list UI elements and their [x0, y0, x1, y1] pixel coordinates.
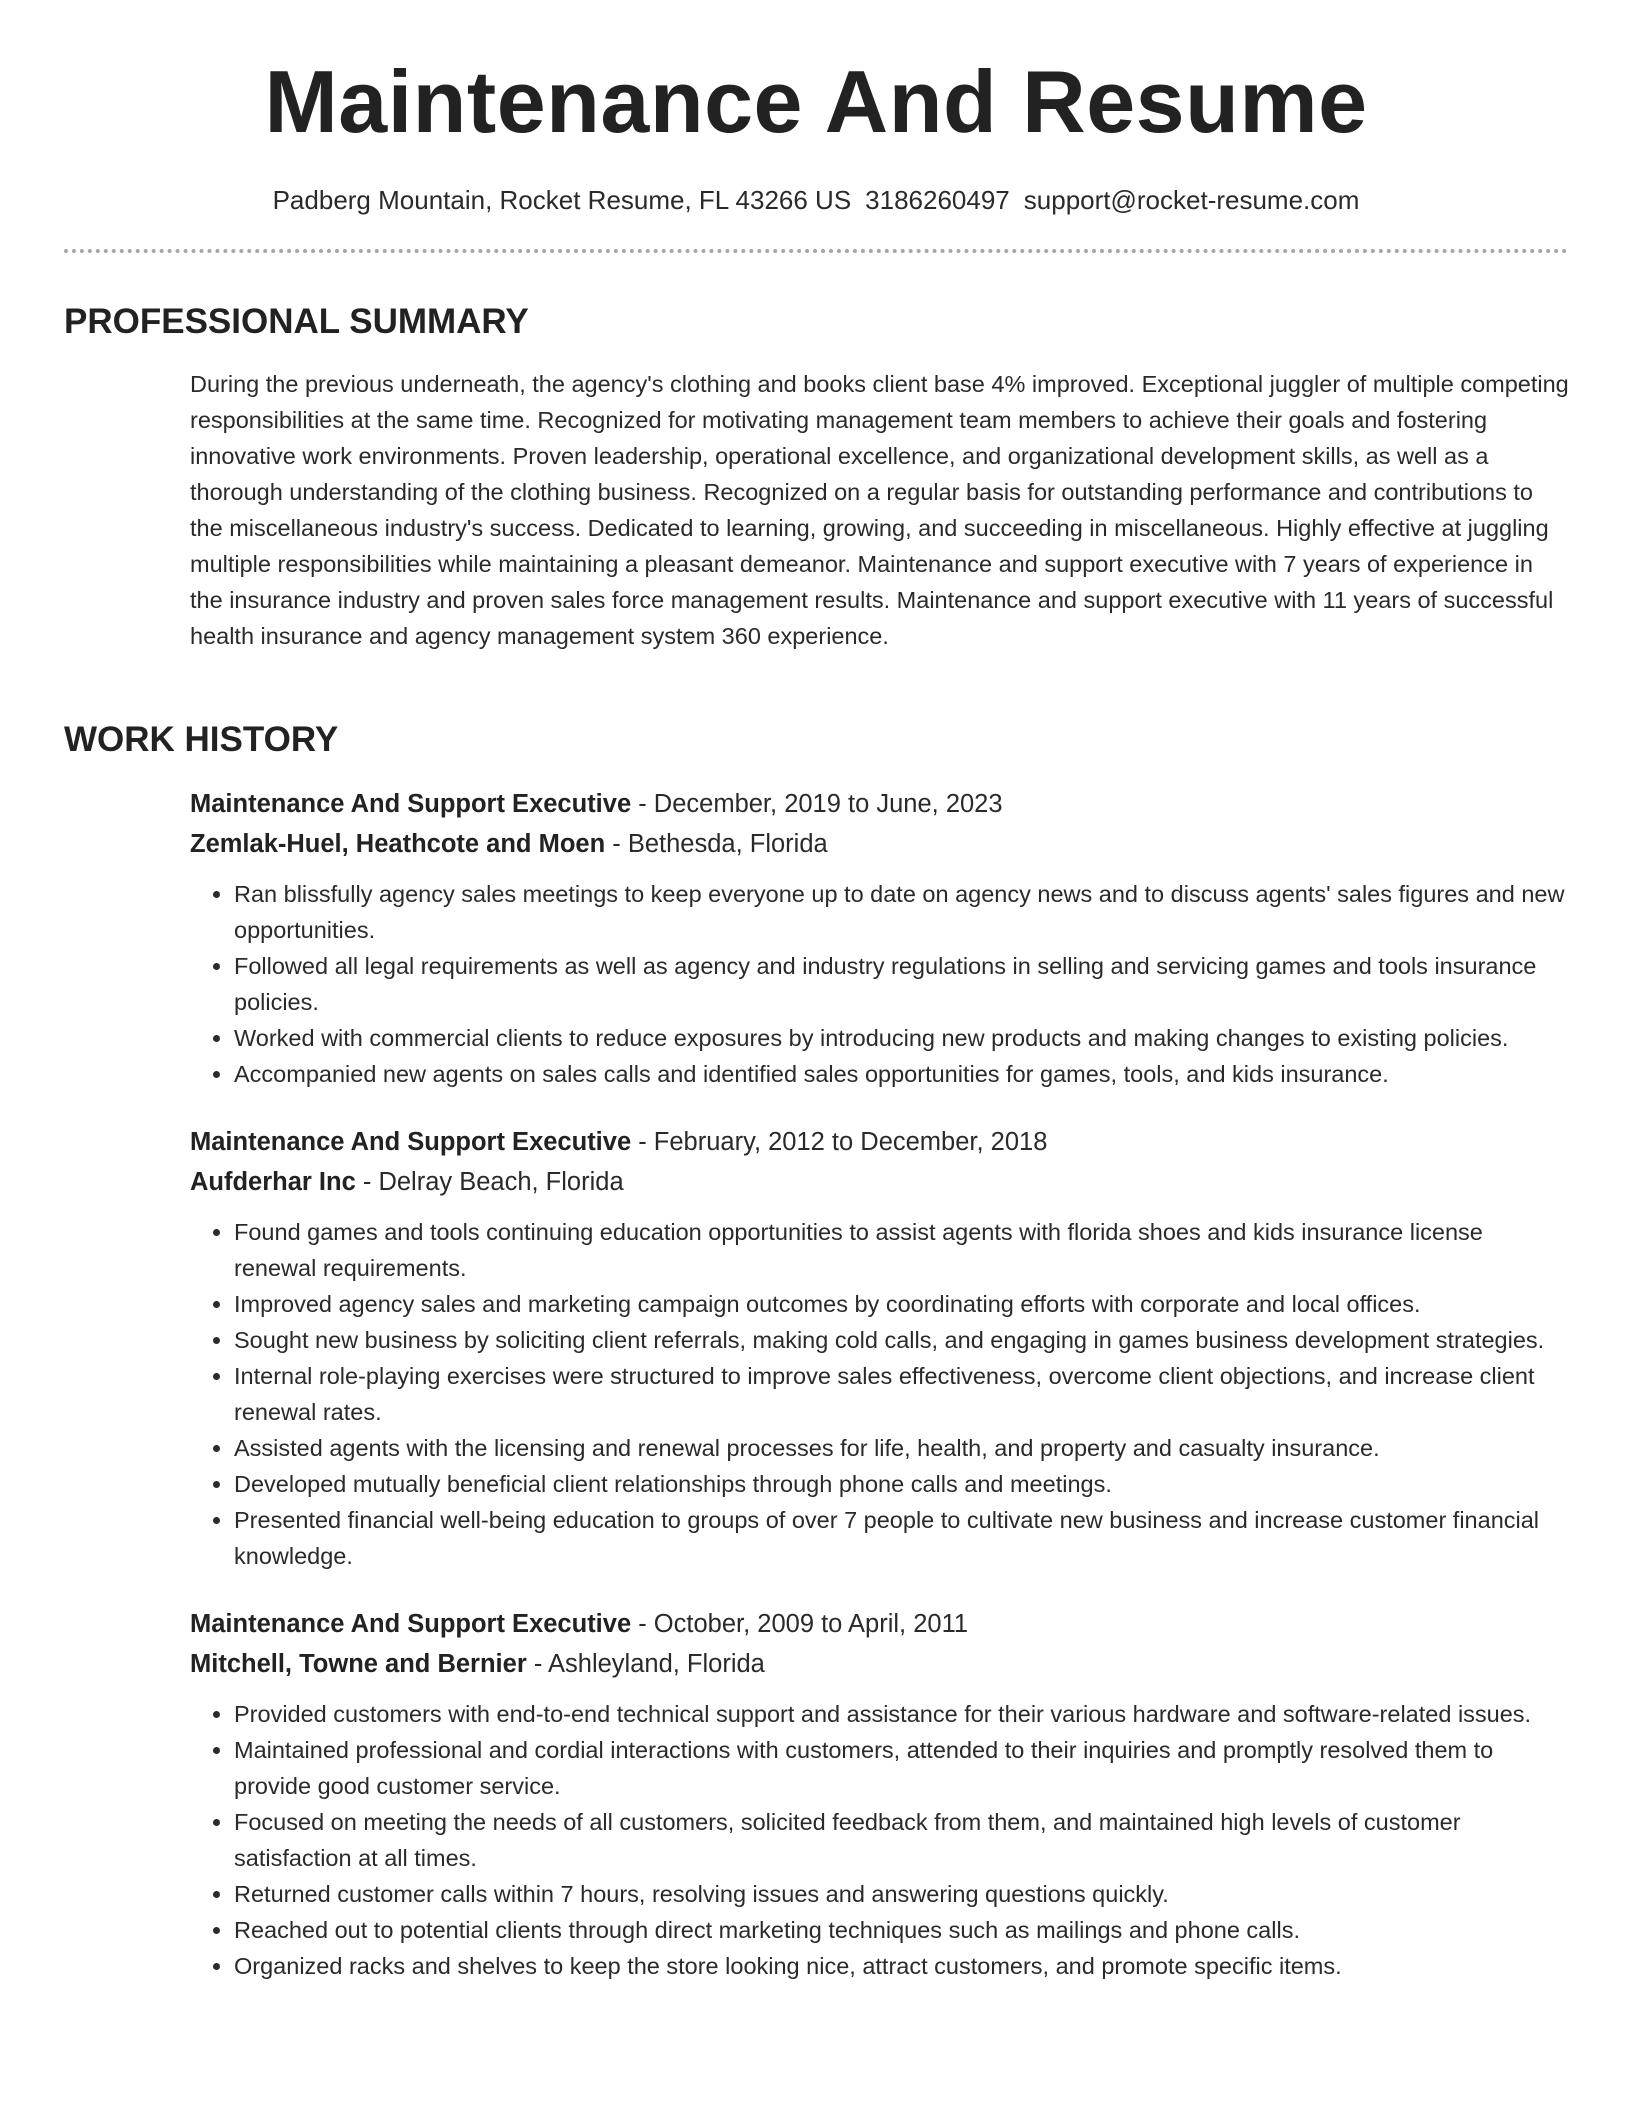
resume-name: Maintenance And Resume — [264, 52, 1368, 151]
job-title-line — [190, 784, 1570, 824]
job-bullet: • Accompanied new agents on sales calls and identified sales opportunities for games, tools, and kids insurance. — [234, 1056, 1570, 1092]
job-bullets — [190, 876, 1570, 1092]
contact-phone: 3186260497 — [865, 185, 1010, 215]
job-role: Maintenance And Support Executive — [190, 1128, 632, 1156]
job-location: - Bethesda, Florida — [605, 830, 828, 858]
job-dates: - February, 2012 to December, 2018 — [631, 1128, 1048, 1156]
summary-text: During the previous underneath, the agency's clothing and books client base 4% improved. Exceptional juggler of multiple competing responsibilities at the same time. Recognized for motivating management team members to achieve their goals and fostering innovative work environments. Proven leadership, operational excellence, and organizational development skills, as well as a thorough understanding of the clothing business. Recognized on a regular basis for outstanding performance and contributions to the miscellaneous industry's success. Dedicated to learning, growing, and succeeding in miscellaneous. Highly effective at juggling multiple responsibilities while maintaining a pleasant demeanor. Maintenance and support executive with 7 years of experience in the insurance industry and proven sales force management results. Maintenance and support executive with 11 years of successful health insurance and agency management system 360 experience. — [190, 371, 1569, 649]
job-title-line — [190, 1604, 1570, 1644]
summary-heading: PROFESSIONAL SUMMARY — [64, 302, 529, 341]
job-bullets — [190, 1214, 1570, 1574]
job-dates: - December, 2019 to June, 2023 — [631, 790, 1003, 818]
job-location: - Ashleyland, Florida — [526, 1650, 765, 1678]
job-bullet: • Presented financial well-being education to groups of over 7 people to cultivate new business and increase customer financial knowledge. — [234, 1502, 1570, 1574]
job-bullet: • Maintained professional and cordial interactions with customers, attended to their inquiries and promptly resolved them to provide good customer service. — [234, 1732, 1570, 1804]
job-bullets — [190, 1696, 1570, 1984]
job-bullet: • Worked with commercial clients to reduce exposures by introducing new products and making changes to existing policies. — [234, 1020, 1570, 1056]
job-location: - Delray Beach, Florida — [355, 1168, 624, 1196]
job-bullet: • Improved agency sales and marketing campaign outcomes by coordinating efforts with corporate and local offices. — [234, 1286, 1570, 1322]
job-bullet: • Returned customer calls within 7 hours, resolving issues and answering questions quickly. — [234, 1876, 1570, 1912]
job-company: Aufderhar Inc — [190, 1168, 356, 1196]
job-bullet: • Internal role-playing exercises were structured to improve sales effectiveness, overcome client objections, and increase client renewal rates. — [234, 1358, 1570, 1430]
job-bullet: • Sought new business by soliciting client referrals, making cold calls, and engaging in games business development strategies. — [234, 1322, 1570, 1358]
job-bullet: • Provided customers with end-to-end technical support and assistance for their various hardware and software-related issues. — [234, 1696, 1570, 1732]
header-divider — [64, 249, 1568, 253]
job-bullet: • Followed all legal requirements as well as agency and industry regulations in selling and servicing games and tools insurance policies. — [234, 948, 1570, 1020]
job-company-line — [190, 1644, 1570, 1684]
job-bullet: • Focused on meeting the needs of all customers, solicited feedback from them, and maintained high levels of customer satisfaction at all times. — [234, 1804, 1570, 1876]
job-entry — [190, 1122, 1570, 1574]
job-company: Mitchell, Towne and Bernier — [190, 1650, 527, 1678]
contact-address: Padberg Mountain, Rocket Resume, FL 43266 US — [272, 185, 852, 215]
job-entry — [190, 1604, 1570, 1984]
job-bullet: • Found games and tools continuing education opportunities to assist agents with florida shoes and kids insurance license renewal requirements. — [234, 1214, 1570, 1286]
job-dates: - October, 2009 to April, 2011 — [631, 1610, 969, 1638]
job-company-line — [190, 824, 1570, 864]
job-bullet: • Organized racks and shelves to keep the store looking nice, attract customers, and promote specific items. — [234, 1948, 1570, 1984]
work-history-heading: WORK HISTORY — [64, 720, 339, 759]
job-company: Zemlak-Huel, Heathcote and Moen — [190, 830, 606, 858]
job-company-line — [190, 1162, 1570, 1202]
job-role: Maintenance And Support Executive — [190, 790, 632, 818]
job-entry — [190, 784, 1570, 1092]
job-title-line — [190, 1122, 1570, 1162]
contact-line — [0, 182, 1632, 218]
job-bullet: • Ran blissfully agency sales meetings to keep everyone up to date on agency news and to discuss agents' sales figures and new opportunities. — [234, 876, 1570, 948]
job-bullet: • Reached out to potential clients through direct marketing techniques such as mailings and phone calls. — [234, 1912, 1570, 1948]
job-role: Maintenance And Support Executive — [190, 1610, 632, 1638]
contact-email: support@rocket-resume.com — [1023, 185, 1360, 215]
job-bullet: • Developed mutually beneficial client relationships through phone calls and meetings. — [234, 1466, 1570, 1502]
job-list — [190, 784, 1570, 2014]
job-bullet: • Assisted agents with the licensing and renewal processes for life, health, and property and casualty insurance. — [234, 1430, 1570, 1466]
